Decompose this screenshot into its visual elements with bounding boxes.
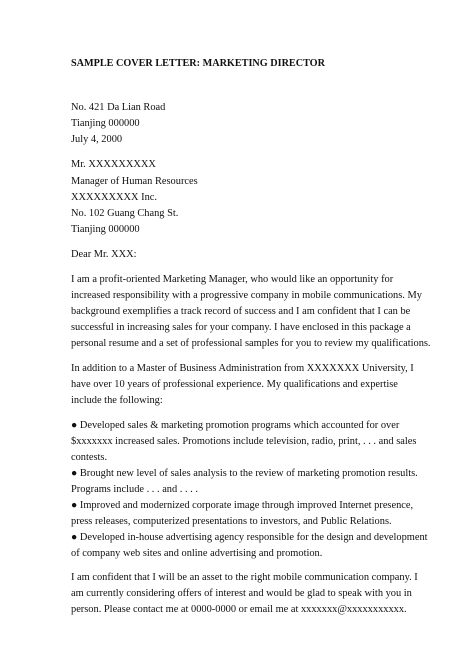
bullet-line: Programs include . . . and . . . .: [71, 484, 198, 495]
paragraph-1-line: I am a profit-oriented Marketing Manager, who would like an opportunity for: [71, 274, 394, 285]
bullet-line: of company web sites and online advertising and promotion.: [71, 548, 323, 559]
bullet-line: ● Developed sales & marketing promotion programs which accounted for over: [71, 420, 400, 431]
paragraph-2-line: In addition to a Master of Business Administration from XXXXXXX University, I: [71, 363, 414, 374]
bullet-line: ● Brought new level of sales analysis to the review of marketing promotion results.: [71, 468, 418, 479]
paragraph-1-line: background exemplifies a track record of success and I am confident that I can be: [71, 306, 411, 317]
bullet-line: ● Developed in-house advertising agency responsible for the design and development: [71, 532, 428, 543]
recipient-company: XXXXXXXXX Inc.: [71, 192, 157, 203]
paragraph-1-line: personal resume and a set of professional samples for you to review my qualifications.: [71, 338, 431, 349]
paragraph-1-line: increased responsibility with a progressive company in mobile communications. My: [71, 290, 422, 301]
bullet-line: ● Improved and modernized corporate image through improved Internet presence,: [71, 500, 414, 511]
recipient-city: Tianjing 000000: [71, 224, 140, 235]
bullet-line: $xxxxxxx increased sales. Promotions include television, radio, print, . . . and sales: [71, 436, 417, 447]
letter-date: July 4, 2000: [71, 134, 123, 145]
paragraph-1-line: successful in increasing sales for your company. I have enclosed in this package a: [71, 322, 411, 333]
paragraph-2-line: have over 10 years of professional experience. My qualifications and expertise: [71, 379, 398, 390]
recipient-name: Mr. XXXXXXXXX: [71, 159, 156, 170]
closing-paragraph-line: am currently considering offers of interest and would be glad to speak with you in: [71, 588, 412, 599]
letter-title: SAMPLE COVER LETTER: MARKETING DIRECTOR: [71, 58, 325, 69]
bullet-line: contests.: [71, 452, 108, 463]
recipient-street: No. 102 Guang Chang St.: [71, 208, 179, 219]
closing-paragraph-line: I am confident that I will be an asset to the right mobile communication company. I: [71, 572, 418, 583]
recipient-title: Manager of Human Resources: [71, 176, 198, 187]
paragraph-2-line: include the following:: [71, 395, 163, 406]
salutation: Dear Mr. XXX:: [71, 249, 137, 260]
bullet-line: press releases, computerized presentations to investors, and Public Relations.: [71, 516, 392, 527]
sender-address-line: No. 421 Da Lian Road: [71, 102, 166, 113]
sender-address-line: Tianjing 000000: [71, 118, 140, 129]
closing-paragraph-line: person. Please contact me at 0000-0000 or email me at xxxxxxx@xxxxxxxxxxx.: [71, 604, 407, 615]
